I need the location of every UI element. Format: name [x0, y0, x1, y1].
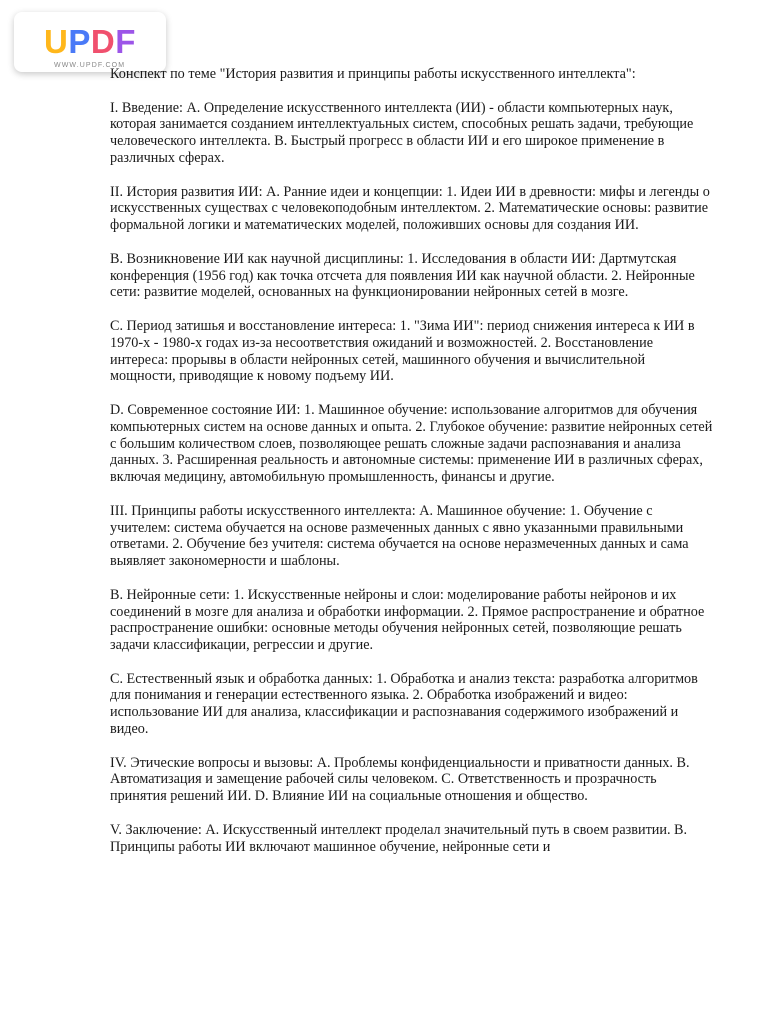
logo-letter-p: P [68, 23, 91, 60]
logo-letter-d: D [90, 23, 116, 60]
paragraph-conclusion: V. Заключение: A. Искусственный интеллект проделал значительный путь в своем развитии. B. Принципы работы ИИ включают машинное обучение, нейронные сети и [110, 821, 688, 855]
paragraph-principles-neural-networks: B. Нейронные сети: 1. Искусственные нейроны и слои: моделирование работы нейронов и их соединений в мозге для анализа и обработки информации. 2. Прямое распространение и обратное распространение ошибки: основные методы обучения нейронных сетей, позволяющие решать задачи классификации, регрессии и другие. [110, 586, 705, 654]
updf-logo [14, 12, 166, 72]
paragraph-history-early-ideas: II. История развития ИИ: A. Ранние идеи и концепции: 1. Идеи ИИ в древности: мифы и легенды о искусственных существах с человекоподобным интеллектом. 2. Математические основы: развитие формальной логики и математических моделей, положивших основы для создания ИИ. [110, 183, 710, 234]
updf-wordmark [44, 24, 136, 60]
paragraph-history-discipline: B. Возникновение ИИ как научной дисциплины: 1. Исследования в области ИИ: Дартмутская конференция (1956 год) как точка отсчета для появления ИИ как научной области. 2. Нейронные сети: развитие моделей, основанных на функционировании нейронных сетей в мозге. [110, 250, 695, 301]
paragraph-history-ai-winter: C. Период затишья и восстановление интереса: 1. "Зима ИИ": период снижения интереса к ИИ в 1970-х - 1980-х годах из-за несоответствия ожиданий и возможностей. 2. Восстановление интереса: прорывы в области нейронных сетей, машинного обучения и вычислительной мощности, приводящие к новому подъему ИИ. [110, 317, 695, 385]
logo-letter-u: U [44, 23, 69, 60]
logo-url: WWW.UPDF.COM [54, 62, 126, 69]
document-title: Конспект по теме "История развития и принципы работы искусственного интеллекта": [110, 66, 636, 82]
paragraph-principles-language-processing: C. Естественный язык и обработка данных: 1. Обработка и анализ текста: разработка алгоритмов для понимания и генерации естественного языка. 2. Обработка изображений и видео: использование ИИ для анализа, классификации и распознавания содержимого изображений и видео. [110, 670, 698, 738]
paragraph-ethics: IV. Этические вопросы и вызовы: A. Проблемы конфиденциальности и приватности данных. B. Автоматизация и замещение рабочей силы человеком. C. Ответственность и прозрачность принятия решений ИИ. D. Влияние ИИ на социальные отношения и общество. [110, 754, 690, 805]
logo-letter-f: F [115, 23, 136, 60]
paragraph-history-current-state: D. Современное состояние ИИ: 1. Машинное обучение: использование алгоритмов для обучения компьютерных систем на основе данных и опыта. 2. Глубокое обучение: развитие нейронных сетей с большим количеством слоев, позволяющее решать сложные задачи распознавания и анализа данных. 3. Расширенная реальность и автономные системы: применение ИИ в различных сферах, включая медицину, автомобильную промышленность, финансы и другие. [110, 401, 713, 486]
paragraph-introduction: I. Введение: A. Определение искусственного интеллекта (ИИ) - области компьютерных наук, которая занимается созданием интеллектуальных систем, способных решать задачи, требующие человеческого интеллекта. B. Быстрый прогресс в области ИИ и его широкое применение в различных сферах. [110, 99, 694, 166]
paragraph-principles-machine-learning: III. Принципы работы искусственного интеллекта: A. Машинное обучение: 1. Обучение с учителем: система обучается на основе размеченных данных с явно указанными правильными ответами. 2. Обучение без учителя: система обучается на основе неразмеченных данных и сама выявляет закономерности и шаблоны. [110, 502, 689, 570]
document-body [110, 66, 714, 872]
